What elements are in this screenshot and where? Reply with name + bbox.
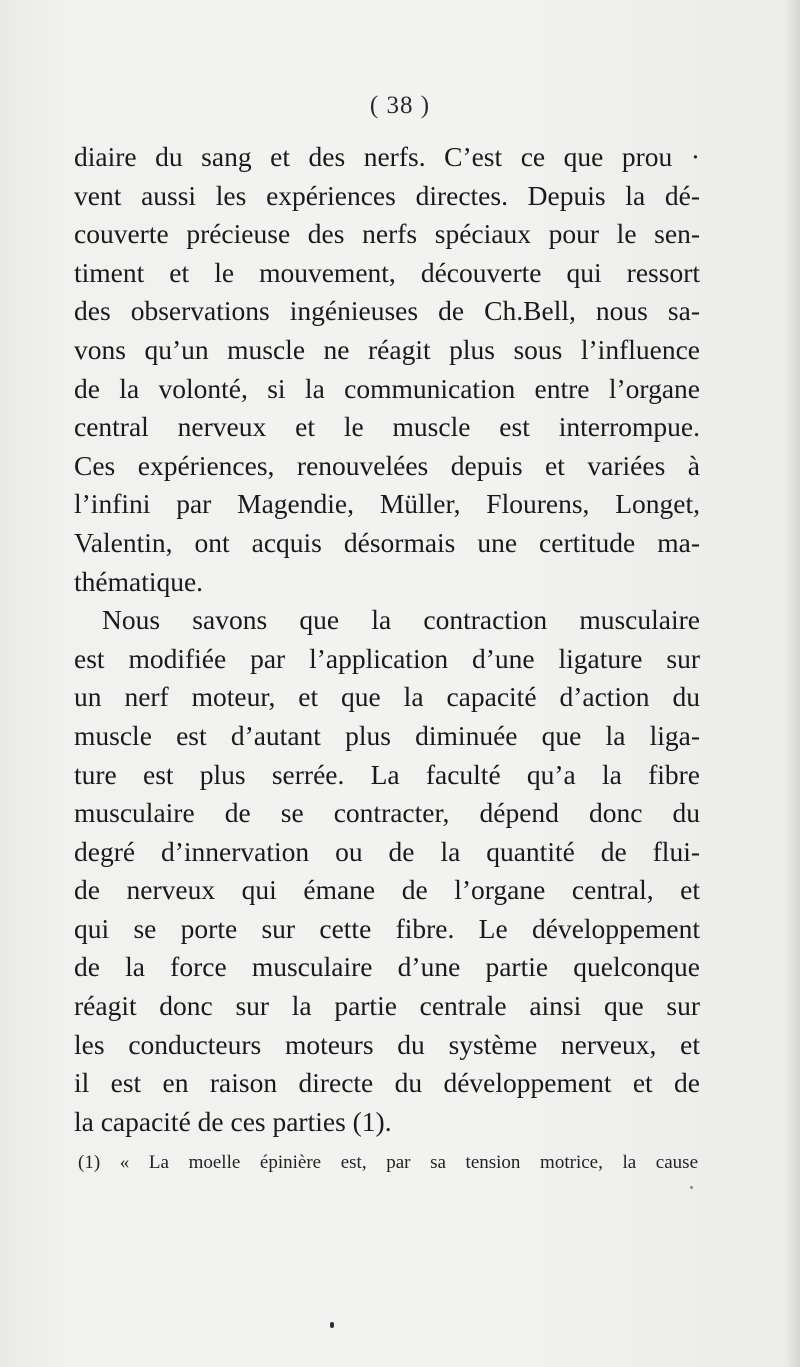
text-line: vent aussi les expériences directes. Depuis la dé- — [74, 179, 700, 211]
text-line: la capacité de ces parties (1). — [74, 1105, 392, 1137]
text-line: diaire du sang et des nerfs. C’est ce que prou · — [74, 141, 700, 172]
text-line: l’infini par Magendie, Müller, Flourens, Longet, — [74, 488, 700, 520]
text-line: de la force musculaire d’une partie quelconque — [74, 951, 700, 983]
text-line: vons qu’un muscle ne réagit plus sous l’influence — [74, 333, 700, 365]
text-line: thématique. — [74, 565, 204, 597]
text-line: couverte précieuse des nerfs spéciaux pour le sen- — [74, 218, 700, 250]
text-line: il est en raison directe du développement et de — [74, 1067, 700, 1099]
footnote: (1) « La moelle épinière est, par sa tension motrice, la cause — [78, 1152, 698, 1173]
text-line: ture est plus serrée. La faculté qu’a la fibre — [74, 758, 700, 790]
text-line: de la volonté, si la communication entre l’organe — [74, 372, 700, 404]
text-line: timent et le mouvement, découverte qui ressort — [74, 256, 700, 288]
text-line: réagit donc sur la partie centrale ainsi que sur — [74, 990, 700, 1022]
body-text — [74, 138, 700, 1141]
text-line: est modifiée par l’application d’une ligature sur — [74, 642, 700, 674]
text-line: les conducteurs moteurs du système nerveux, et — [74, 1028, 700, 1060]
text-line: muscle est d’autant plus diminuée que la liga- — [74, 719, 700, 751]
ink-speck — [690, 1186, 693, 1189]
ink-speck — [330, 1322, 334, 1328]
page-edge-shadow — [786, 0, 800, 1367]
text-line: Valentin, ont acquis désormais une certitude ma- — [74, 526, 700, 558]
text-line: un nerf moteur, et que la capacité d’action du — [74, 681, 700, 713]
text-line: des observations ingénieuses de Ch.Bell, nous sa- — [74, 295, 700, 327]
text-line: Ces expériences, renouvelées depuis et variées à — [74, 449, 700, 481]
text-line: qui se porte sur cette fibre. Le développement — [74, 912, 700, 944]
text-line: musculaire de se contracter, dépend donc du — [74, 797, 700, 829]
page-number: ( 38 ) — [369, 92, 431, 119]
text-line: degré d’innervation ou de la quantité de flui- — [74, 835, 700, 867]
text-line: Nous savons que la contraction musculaire — [102, 604, 700, 636]
text-line: central nerveux et le muscle est interrompue. — [74, 411, 700, 443]
text-line: de nerveux qui émane de l’organe central, et — [74, 874, 700, 906]
